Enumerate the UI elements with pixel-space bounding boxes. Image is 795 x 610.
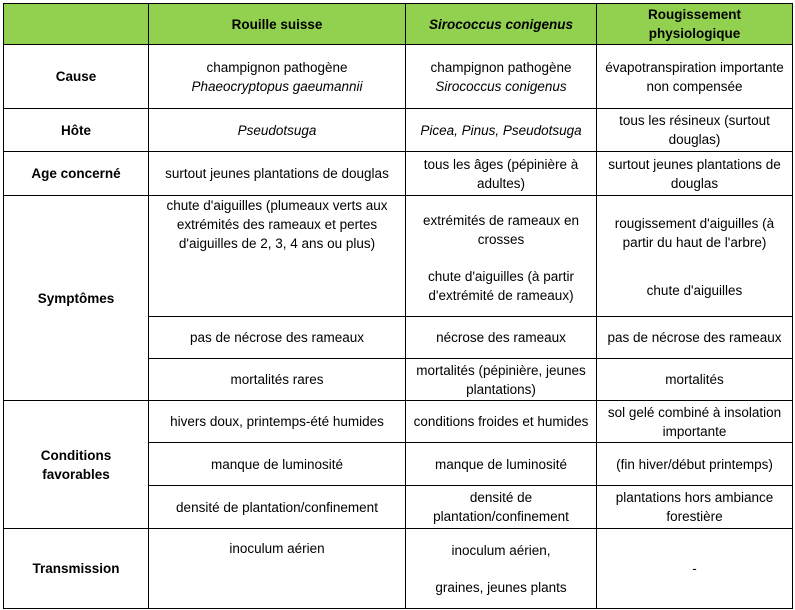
cell-text-species: Sirococcus conigenus	[435, 78, 567, 94]
row-transmission	[4, 529, 793, 609]
cell-age-rouille: surtout jeunes plantations de douglas	[149, 152, 406, 196]
cell-conditions-rougissement-2: (fin hiver/début printemps)	[597, 443, 793, 486]
cell-symptomes-sirococcus-2: nécrose des rameaux	[406, 317, 597, 359]
cell-text: extrémités de rameaux en crosses	[422, 213, 580, 247]
cell-text: chute d'aiguilles	[646, 283, 743, 298]
cell-symptomes-rouille-1: chute d'aiguilles (plumeaux verts aux extrémités des rameaux et pertes d'aiguilles de 2, 3, 4 ans ou plus)	[149, 196, 406, 317]
row-cause	[4, 45, 793, 109]
cell-text-species: Phaeocryptopus gaeumannii	[191, 78, 363, 94]
cell-conditions-rougissement-3: plantations hors ambiance forestière	[597, 486, 793, 529]
cell-conditions-sirococcus-3: densité de plantation/confinement	[406, 486, 597, 529]
comparison-table	[3, 3, 793, 609]
row-label-cause: Cause	[4, 45, 149, 109]
row-label-hote: Hôte	[4, 109, 149, 152]
cell-symptomes-rougissement-1	[597, 196, 793, 317]
row-label-symptomes: Symptômes	[4, 196, 149, 401]
row-age	[4, 152, 793, 196]
cell-transmission-rougissement: -	[597, 529, 793, 609]
cell-conditions-sirococcus-1: conditions froides et humides	[406, 401, 597, 443]
cell-text: inoculum aérien,	[451, 542, 551, 558]
row-hote	[4, 109, 793, 152]
row-label-conditions: Conditions favorables	[4, 401, 149, 529]
cell-text: champignon pathogène	[206, 59, 348, 75]
header-rouille-suisse: Rouille suisse	[149, 4, 406, 45]
row-label-age: Age concerné	[4, 152, 149, 196]
cell-hote-rouille: Pseudotsuga	[149, 109, 406, 152]
header-rougissement: Rougissement physiologique	[597, 4, 793, 45]
cell-conditions-sirococcus-2: manque de luminosité	[406, 443, 597, 486]
cell-transmission-sirococcus	[406, 529, 597, 609]
row-label-transmission: Transmission	[4, 529, 149, 609]
cell-symptomes-sirococcus-3: mortalités (pépinière, jeunes plantations)	[406, 359, 597, 401]
cell-text: rougissement d'aiguilles (à partir du haut de l'arbre)	[614, 216, 775, 250]
cell-symptomes-rouille-3: mortalités rares	[149, 359, 406, 401]
header-sirococcus: Sirococcus conigenus	[406, 4, 597, 45]
cell-conditions-rouille-3: densité de plantation/confinement	[149, 486, 406, 529]
cell-symptomes-rouille-2: pas de nécrose des rameaux	[149, 317, 406, 359]
cell-age-sirococcus: tous les âges (pépinière à adultes)	[406, 152, 597, 196]
cell-cause-rouille	[149, 45, 406, 109]
cell-text: chute d'aiguilles (à partir d'extrémité de rameaux)	[428, 269, 574, 303]
cell-transmission-rouille: inoculum aérien	[149, 529, 406, 609]
cell-conditions-rouille-2: manque de luminosité	[149, 443, 406, 486]
row-conditions-1	[4, 401, 793, 443]
cell-text: graines, jeunes plants	[435, 579, 567, 595]
cell-hote-rougissement: tous les résineux (surtout douglas)	[597, 109, 793, 152]
cell-conditions-rougissement-1: sol gelé combiné à insolation importante	[597, 401, 793, 443]
cell-symptomes-rougissement-2: pas de nécrose des rameaux	[597, 317, 793, 359]
row-symptomes-1	[4, 196, 793, 317]
cell-symptomes-sirococcus-1	[406, 196, 597, 317]
header-empty-cell	[4, 4, 149, 45]
cell-age-rougissement: surtout jeunes plantations de douglas	[597, 152, 793, 196]
header-row	[4, 4, 793, 45]
cell-conditions-rouille-1: hivers doux, printemps-été humides	[149, 401, 406, 443]
cell-symptomes-rougissement-3: mortalités	[597, 359, 793, 401]
cell-cause-rougissement: évapotranspiration importante non compensée	[597, 45, 793, 109]
cell-text: champignon pathogène	[430, 59, 572, 75]
cell-cause-sirococcus	[406, 45, 597, 109]
cell-hote-sirococcus: Picea, Pinus, Pseudotsuga	[406, 109, 597, 152]
